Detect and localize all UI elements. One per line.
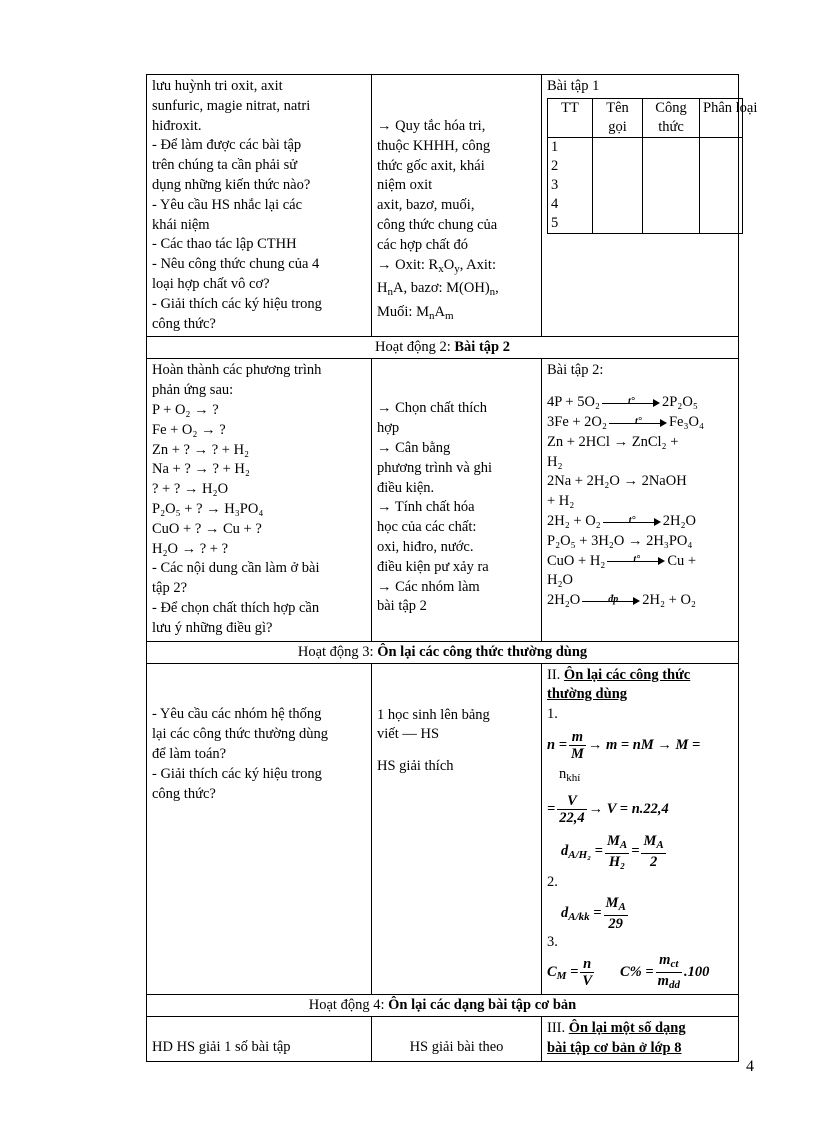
answer-eq-8: 2H₂O đp 2H₂ + O₂ xyxy=(547,592,696,609)
answer-eq-7: CuO + H₂ t° Cu + xyxy=(547,552,697,569)
arrow-icon: t° xyxy=(607,555,665,567)
teacher-activity-3: - Yêu cầu các nhóm hệ thống lại các công thức thường dùng để làm toán? - Giải thích các ký hiệu trong công thức? xyxy=(147,663,372,995)
answer-eq-3: Zn + 2HCl → ZnCl₂ + xyxy=(547,433,679,450)
answer-eq-5: 2H₂ + O₂ t° 2H₂O xyxy=(547,512,696,529)
arrow-icon: t° xyxy=(609,417,667,429)
general-formula-oxide: → Oxit: $R_xO_y$, Axit: xyxy=(377,256,496,275)
exercise-1-title: Bài tập 1 xyxy=(547,78,600,94)
general-formula-salt: Muối: $M_nA_m$ xyxy=(377,304,454,323)
exercise-1-body-row: 1 2 3 4 5 xyxy=(548,137,743,233)
answer-eq-6: P₂O₅ + 3H₂O → 2H₃PO₄ xyxy=(547,532,693,549)
page-number: 4 xyxy=(746,1058,754,1075)
equation: ? + ? → H₂O xyxy=(152,481,229,498)
content-exercise-2: Bài tập 2: 4P + 5O₂ t° 2P₂O₅ 3Fe + 2O₂ t° Fe₃O₄ Zn + 2HCl → ZnCl₂ + H₂ 2Na + 2H₂O → 2NaOH + H₂ 2H₂ + O₂ t° 2H₂O P₂O₅ + 3H₂O → 2H₃PO₄ CuO + H₂ t° Cu + H₂O 2H₂O đp 2H₂ + O₂ xyxy=(542,359,739,641)
teacher-activity-4: HD HS giải 1 số bài tập xyxy=(147,1017,372,1062)
teacher-activity-2: Hoàn thành các phương trình phản ứng sau: P + O₂ → ? Fe + O₂ → ? Zn + ? → ? + H₂ Na + ? → ? + H₂ ? + ? → H₂O P₂O₅ + ? → H₃PO₄ CuO + ? → Cu + ? H₂O → ? + ? - Các nội dung cần làm ở bài tập 2? - Để chọn chất thích hợp cần lưu ý những điều gì? xyxy=(147,359,372,641)
student-activity-3: 1 học sinh lên bảng viết — HS HS giải thích xyxy=(372,663,542,995)
activity-4-heading: Hoạt động 4: Ôn lại các dạng bài tập cơ bản xyxy=(147,995,739,1017)
answer-eq-4: 2Na + 2H₂O → 2NaOH xyxy=(547,473,687,490)
equation: Na + ? → ? + H₂ xyxy=(152,461,250,478)
formula-density-air: $d_{A/kk}$ = $\frac{M_A}{29}$ xyxy=(561,894,626,932)
row-formulas xyxy=(147,663,739,995)
arrow-icon: t° xyxy=(603,516,661,528)
exercise-1-header-row: TT Tên gọi Công thức Phân loại xyxy=(548,98,743,137)
lesson-table xyxy=(146,74,758,1062)
equation: P + O₂ → ? xyxy=(152,401,219,418)
general-formula-acid-base: $H_nA$, bazơ: $M(OH)_n$, xyxy=(377,280,499,299)
teacher-activity-1: lưu huỳnh tri oxit, axit sunfuric, magie nitrat, natri hiđroxit. - Để làm được các bài tập trên chúng ta cần phải sử dụng những kiến thức nào? - Yêu cầu HS nhắc lại các khái niệm - Các thao tác lập CTHH - Nêu công thức chung của 4 loại hợp chất vô cơ? - Giải thích các ký hiệu trong công thức? xyxy=(147,75,372,337)
row-exercise-2 xyxy=(147,359,739,641)
content-basic-exercises: III. Ôn lại một số dạng bài tập cơ bản ở lớp 8 xyxy=(542,1017,739,1062)
arrow-icon: đp xyxy=(582,595,640,607)
student-activity-2: → Chọn chất thích hợp → Cân bằng phương trình và ghi điều kiện. → Tính chất hóa học của các chất: oxi, hiđro, nước. điều kiện pư xảy ra → Các nhóm làm bài tập 2 xyxy=(372,359,542,641)
equation: Fe + O₂ → ? xyxy=(152,421,226,438)
equation: H₂O → ? + ? xyxy=(152,540,229,557)
exercise-1-table xyxy=(547,98,758,234)
activity-3-heading: Hoạt động 3: Ôn lại các công thức thường dùng xyxy=(147,641,739,663)
equation: Zn + ? → ? + H₂ xyxy=(152,441,250,458)
formula-density-h2: $d_{A/H_2}$ = $\frac{M_A}{\text{H₂}}$ = $\frac{M_A}{2}$ xyxy=(561,832,664,870)
activity-2-heading: Hoạt động 2: Bài tập 2 xyxy=(147,337,739,359)
arrow-icon: t° xyxy=(602,397,660,409)
formula-concentration: $C_M$ = $\frac{n}{V}$ C% = $\frac{m_{ct}}{m_{dd}}$ .100 xyxy=(547,952,710,992)
student-activity-4: HS giải bài theo xyxy=(372,1017,542,1062)
student-activity-1: → Quy tắc hóa tri, thuộc KHHH, công thức gốc axit, khái niệm oxit axit, bazơ, muối, công thức chung của các hợp chất đó → Oxit: $R_xO_y$, Axit: $H_nA$, bazơ: $M(OH)_n$, Muối: $M_nA_m$ xyxy=(372,75,542,337)
row-basic-exercises xyxy=(147,1017,739,1062)
formula-gas-volume: = $\frac{V}{22,4}$ → V = n.22,4 xyxy=(547,792,669,826)
content-exercise-1 xyxy=(542,75,758,337)
equation: P₂O₅ + ? → H₃PO₄ xyxy=(152,500,264,517)
answer-eq-1: 4P + 5O₂ t° 2P₂O₅ xyxy=(547,394,698,411)
answer-eq-2: 3Fe + 2O₂ t° Fe₃O₄ xyxy=(547,413,705,430)
row-exercise-1 xyxy=(147,75,739,337)
equation: CuO + ? → Cu + ? xyxy=(152,520,262,537)
section-ii-title: II. Ôn lại các công thức xyxy=(547,666,691,683)
content-formulas: II. Ôn lại các công thức thường dùng 1. n = $\frac{m}{M}$ → m = nM → M = $n_{khí}$ = $\frac{V}{22,4}$ → V = n.22,4 $d_{A/H_2}$ = $\frac{M_A}{\text{H₂}}$ = $\frac{M_A}{2}$ 2. $d_{A/kk}$ = $\frac{M_A}{29}$ 3. $C_M$ = $\frac{n}{V}$ C% = $\frac{m_{ct}}{m_{dd}}$ .100 xyxy=(542,663,739,995)
formula-mole: n = $\frac{m}{M}$ → m = nM → M = xyxy=(547,729,701,763)
